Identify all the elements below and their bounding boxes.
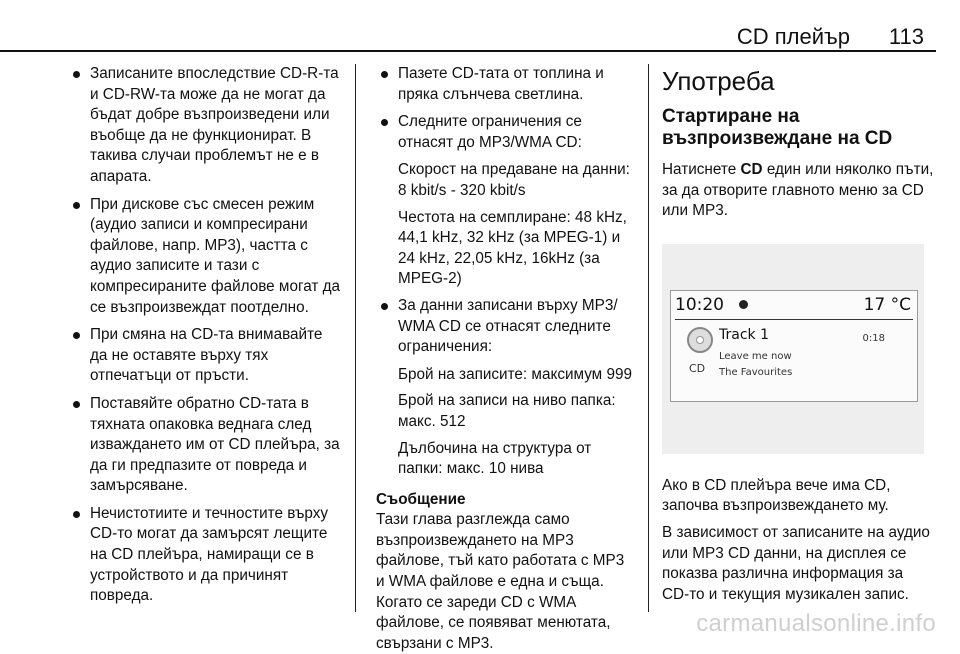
list-subitem: Брой на записи на ниво папка: макс. 512 — [398, 392, 616, 430]
column-divider-2 — [648, 64, 649, 612]
page-number: 113 — [888, 24, 924, 49]
column-1 — [68, 64, 344, 614]
display-song-title: Leave me now — [719, 350, 792, 362]
header-divider — [0, 50, 936, 52]
watermark: carmanualsonline.info — [696, 610, 936, 637]
note-text: Тази глава разглежда само възпроизвеждането на MP3 файлове, тъй като работата с MP3 и WMA файлове е една и съща. Когато се зареди CD с WMA файлове, се появяват менютата, свързани с MP3. — [376, 511, 625, 652]
note-title: Съобщение — [376, 490, 466, 508]
display-album: The Favourites — [719, 366, 793, 378]
column-3 — [662, 64, 934, 611]
list-item: Поставяйте обратно CD-тата в тяхната опаковка веднага след изваждането им от CD плейъра, за да ги предпазите от повреда и замърсяване. — [68, 394, 344, 497]
paragraph: В зависимост от записаните на аудио или MP3 CD данни, на дисплея се показва различна информация за CD-то и текущия музикален запис. — [662, 523, 930, 603]
list-subitem: Брой на записите: максимум 999 — [398, 365, 632, 383]
list-item: За данни записани върху MP3/ WMA CD се отнасят следните ограничения: — [376, 296, 634, 358]
display-time: 10:20 — [675, 294, 724, 315]
list-subitem: Скорост на предаване на данни: 8 kbit/s - 320 kbit/s — [398, 161, 630, 199]
display-divider — [675, 319, 913, 320]
list-item: При смяна на CD-та внимавайте да не оставяте върху тях отпечатъци от пръсти. — [68, 325, 344, 387]
list-item: Записаните впоследствие CD-R-та и CD-RW-та може да не могат да бъдат добре възпроизведени или въобще да не функционират. В такива случаи проблемът не е в апарата. — [68, 64, 344, 188]
column-2 — [376, 64, 634, 654]
display-screen — [670, 290, 918, 402]
page-title: CD плейър — [736, 24, 850, 49]
display-track-time: 0:18 — [862, 332, 885, 344]
paragraph: Ако в CD плейъра вече има CD, започва възпроизвеждането му. — [662, 476, 891, 515]
display-temperature: 17 °C — [863, 294, 911, 315]
intro-paragraph: Натиснете CD един или няколко пъти, за да отворите главното меню за CD или MP3. — [662, 161, 934, 220]
disc-icon — [687, 327, 713, 353]
display-track: Track 1 — [719, 326, 769, 343]
list-item: Нечистотиите и течностите върху CD-то могат да замърсят лещите на CD плейъра, намиращи се в устройството и да причинят повреда. — [68, 504, 344, 607]
cd-status-icon — [739, 300, 748, 309]
list-item: Следните ограничения се отнасят до MP3/WMA CD: — [376, 112, 634, 153]
cd-key-label: CD — [740, 161, 763, 178]
page-header — [0, 24, 960, 54]
section-heading: Употреба — [662, 66, 775, 96]
section-subheading: Стартиране на възпроизвеждане на CD — [662, 106, 893, 149]
radio-display-illustration — [662, 244, 924, 454]
display-source: CD — [689, 361, 706, 375]
list-subitem: Честота на семплиране: 48 kHz, 44,1 kHz, 32 kHz (за MPEG-1) и 24 kHz, 22,05 kHz, 16kHz (за MPEG-2) — [398, 208, 627, 288]
list-item: При дискове със смесен режим (аудио записи и компресирани файлове, напр. MP3), частта с аудио записите и тази с компресираните файлове могат да се възпроизвеждат поотделно. — [68, 195, 344, 319]
column-divider-1 — [355, 64, 356, 612]
list-subitem: Дълбочина на структура от папки: макс. 10 нива — [398, 439, 592, 478]
list-item: Пазете CD-тата от топлина и пряка слънчева светлина. — [376, 64, 634, 105]
